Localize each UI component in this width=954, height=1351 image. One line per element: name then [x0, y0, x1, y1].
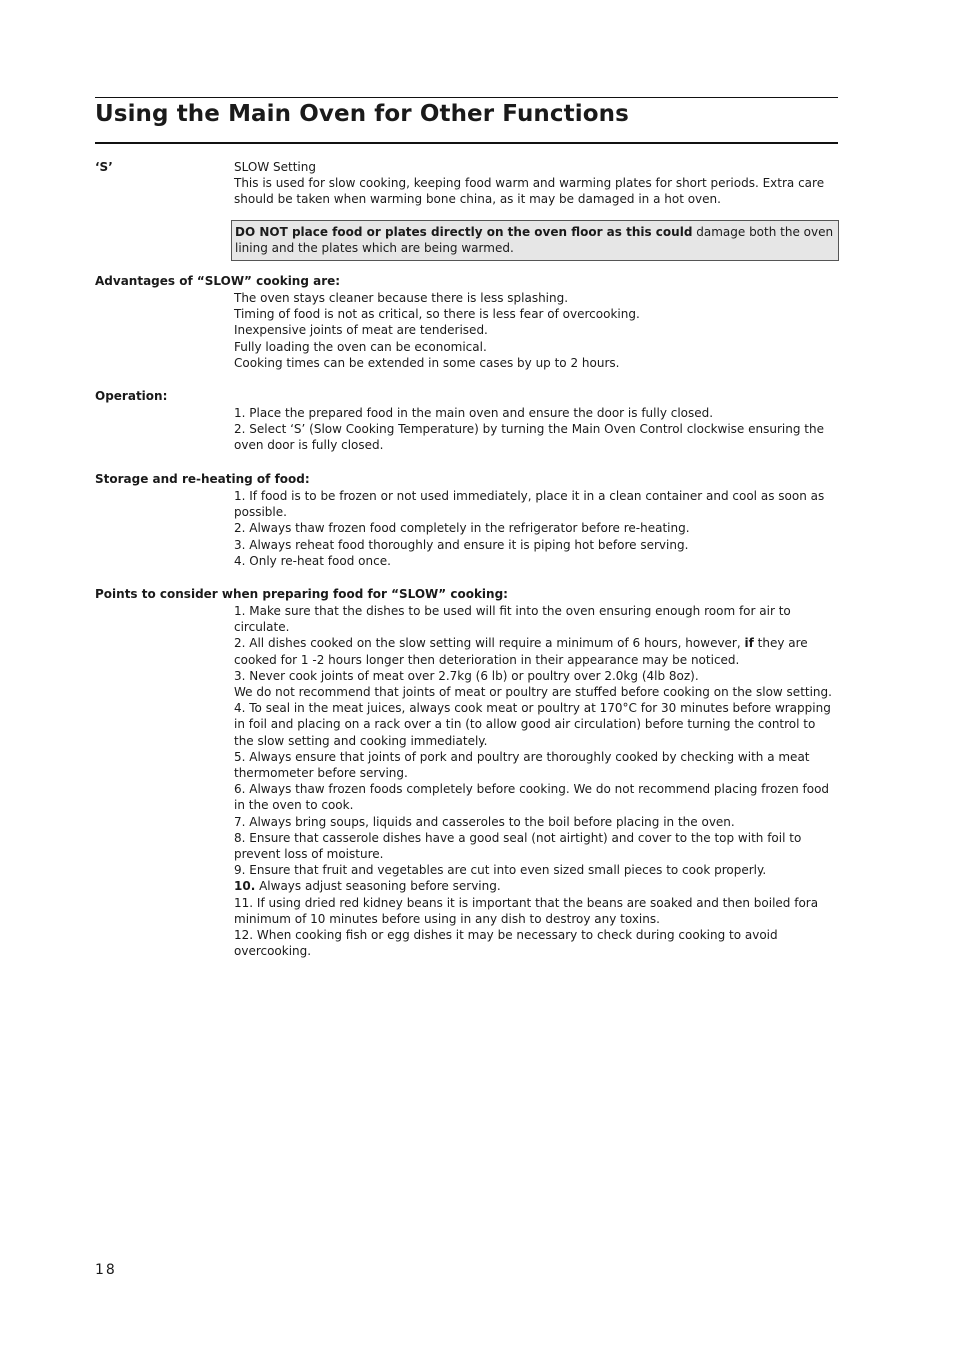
point-item: 12. When cooking fish or egg dishes it may be necessary to check during cooking to avoid overcooking.: [234, 928, 778, 959]
title-underline: [95, 142, 838, 144]
point-item: We do not recommend that joints of meat or poultry are stuffed before cooking on the slow setting.: [234, 685, 832, 700]
advantage-item: The oven stays cleaner because there is less splashing.: [234, 291, 569, 305]
warning-box: [231, 220, 839, 261]
point-text: 2. All dishes cooked on the slow setting will require a minimum of 6 hours, however,: [234, 636, 745, 651]
warning-bold-text: DO NOT place food or plates directly on the oven floor as this could: [235, 225, 693, 239]
operation-step: 1. Place the prepared food in the main oven and ensure the door is fully closed.: [234, 406, 714, 420]
point-item: 11. If using dried red kidney beans it is important that the beans are soaked and then boiled fora minimum of 10 minutes before using in any dish to destroy any toxins.: [234, 895, 819, 926]
point-text: they are cooked for 1 -2 hours longer then deterioration in their appearance may be noticed.: [234, 636, 808, 667]
advantage-item: Timing of food is not as critical, so there is less fear of overcooking.: [234, 307, 640, 322]
point-item: 6. Always thaw frozen foods completely before cooking. We do not recommend placing frozen food in the oven to cook.: [234, 782, 830, 813]
points-heading: Points to consider when preparing food for “SLOW” cooking:: [95, 587, 508, 601]
advantage-item: Fully loading the oven can be economical.: [234, 339, 487, 354]
storage-item: 3. Always reheat food thoroughly and ensure it is piping hot before serving.: [234, 537, 689, 552]
storage-item: 1. If food is to be frozen or not used immediately, place it in a clean container and cool as soon as possible.: [234, 489, 825, 520]
points-list: [234, 603, 838, 959]
storage-item: 2. Always thaw frozen food completely in the refrigerator before re-heating.: [234, 521, 690, 536]
point-item: 3. Never cook joints of meat over 2.7kg (6 lb) or poultry over 2.0kg (4lb 8oz).: [234, 668, 699, 683]
advantage-item: Inexpensive joints of meat are tenderised.: [234, 323, 488, 338]
point-bold-word: if: [744, 636, 754, 651]
point-item: 8. Ensure that casserole dishes have a good seal (not airtight) and cover to the top with foil to prevent loss of moisture.: [234, 830, 802, 862]
point-item: 5. Always ensure that joints of pork and poultry are thoroughly cooked by checking with a meat thermometer before serving.: [234, 749, 810, 781]
advantages-heading: Advantages of “SLOW” cooking are:: [95, 274, 341, 288]
point-text: Always adjust seasoning before serving.: [255, 879, 501, 894]
slow-heading: SLOW Setting: [234, 160, 316, 174]
storage-list: [234, 488, 838, 569]
operation-heading: Operation:: [95, 389, 168, 403]
slow-label: ‘S’: [95, 160, 113, 174]
top-rule: [95, 97, 838, 98]
point-number: 10.: [234, 879, 256, 894]
point-item: [234, 635, 838, 667]
slow-description: This is used for slow cooking, keeping food warm and warming plates for short periods. Extra care should be taken when warming bone china, as it may be damaged in a hot oven.: [234, 176, 825, 207]
operation-step: 2. Select ‘S’ (Slow Cooking Temperature) by turning the Main Oven Control clockwise ensuring the oven door is fully closed.: [234, 422, 824, 453]
point-item: 4. To seal in the meat juices, always cook meat or poultry at 170°C for 30 minutes before wrapping in foil and placing on a rack over a tin (to allow good air circulation) before turning the control to the slow setting and cooking immediately.: [234, 701, 831, 748]
page-title: Using the Main Oven for Other Functions: [95, 101, 629, 127]
storage-item: 4. Only re-heat food once.: [234, 553, 391, 568]
point-item: 1. Make sure that the dishes to be used will fit into the oven ensuring enough room for air to circulate.: [234, 604, 791, 635]
slow-section: [234, 159, 838, 208]
point-item: [234, 878, 838, 894]
page-number: 18: [95, 1262, 117, 1278]
storage-heading: Storage and re-heating of food:: [95, 472, 310, 486]
advantage-item: Cooking times can be extended in some cases by up to 2 hours.: [234, 355, 620, 370]
operation-list: [234, 405, 838, 454]
advantages-list: [234, 290, 838, 371]
point-item: 7. Always bring soups, liquids and casseroles to the boil before placing in the oven.: [234, 814, 735, 829]
warning-text: damage both the oven lining and the plates which are being warmed.: [235, 225, 834, 256]
point-item: 9. Ensure that fruit and vegetables are cut into even sized small pieces to cook properly.: [234, 863, 767, 878]
